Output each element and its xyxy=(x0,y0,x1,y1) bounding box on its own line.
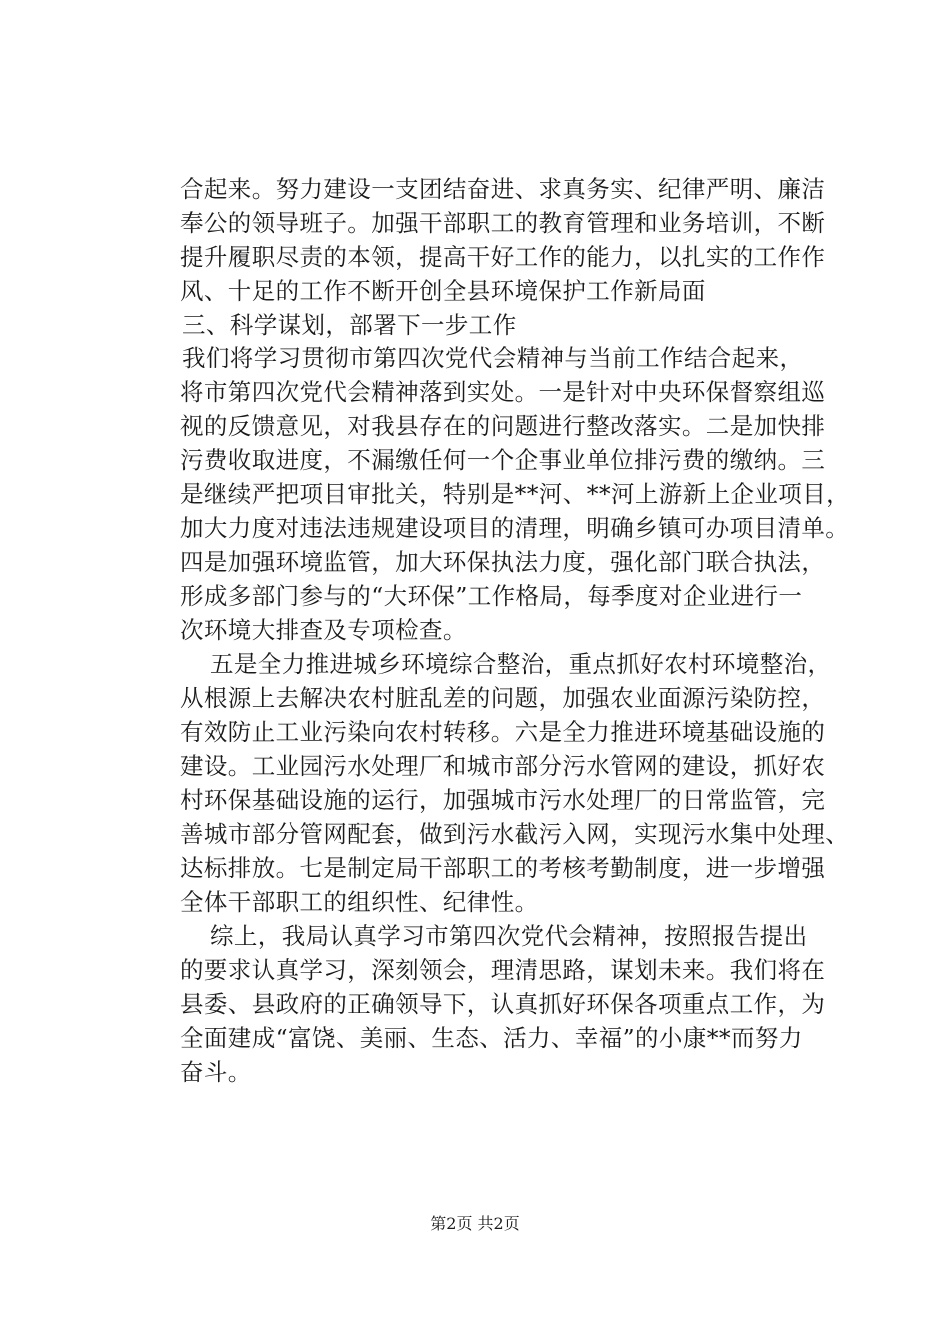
paragraph-line: 四是加强环境监管，加大环保执法力度，强化部门联合执法， xyxy=(180,548,826,576)
paragraph-line: 建设。工业园污水处理厂和城市部分污水管网的建设，抓好农 xyxy=(180,752,826,780)
paragraph-line: 是继续严把项目审批关，特别是**河、**河上游新上企业项目， xyxy=(180,480,850,508)
paragraph-line: 善城市部分管网配套，做到污水截污入网，实现污水集中处理、 xyxy=(180,820,850,848)
paragraph-line: 从根源上去解决农村脏乱差的问题，加强农业面源污染防控， xyxy=(180,684,826,712)
paragraph-line: 形成多部门参与的“大环保”工作格局，每季度对企业进行一 xyxy=(180,582,803,610)
paragraph-line: 综上，我局认真学习市第四次党代会精神，按照报告提出 xyxy=(210,922,808,950)
paragraph-line: 县委、县政府的正确领导下，认真抓好环保各项重点工作，为 xyxy=(180,990,826,1018)
paragraph-line: 奉公的领导班子。加强干部职工的教育管理和业务培训，不断 xyxy=(180,209,826,237)
paragraph-line: 将市第四次党代会精神落到实处。一是针对中央环保督察组巡 xyxy=(180,378,826,406)
paragraph-line: 次环境大排查及专项检查。 xyxy=(180,616,467,644)
paragraph-line: 提升履职尽责的本领，提高干好工作的能力，以扎实的工作作 xyxy=(180,243,826,271)
paragraph-line: 达标排放。七是制定局干部职工的考核考勤制度，进一步增强 xyxy=(180,854,826,882)
page-number-footer: 第2页 共2页 xyxy=(430,1214,520,1233)
section-heading: 三、科学谋划，部署下一步工作 xyxy=(182,311,517,339)
paragraph-line: 视的反馈意见，对我县存在的问题进行整改落实。二是加快排 xyxy=(180,412,826,440)
paragraph-line: 污费收取进度，不漏缴任何一个企事业单位排污费的缴纳。三 xyxy=(180,446,826,474)
paragraph-line: 风、十足的工作不断开创全县环境保护工作新局面 xyxy=(180,277,706,305)
paragraph-line: 奋斗。 xyxy=(180,1058,252,1086)
paragraph-line: 五是全力推进城乡环境综合整治，重点抓好农村环境整治， xyxy=(210,650,832,678)
paragraph-line: 村环保基础设施的运行，加强城市污水处理厂的日常监管，完 xyxy=(180,786,826,814)
paragraph-line: 全面建成“富饶、美丽、生态、活力、幸福”的小康**而努力 xyxy=(180,1024,803,1052)
paragraph-line: 全体干部职工的组织性、纪律性。 xyxy=(180,888,539,916)
paragraph-line: 加大力度对违法违规建设项目的清理，明确乡镇可办项目清单。 xyxy=(180,514,850,542)
paragraph-line: 的要求认真学习，深刻领会，理清思路，谋划未来。我们将在 xyxy=(180,956,826,984)
paragraph-line: 有效防止工业污染向农村转移。六是全力推进环境基础设施的 xyxy=(180,718,826,746)
paragraph-line: 合起来。努力建设一支团结奋进、求真务实、纪律严明、廉洁 xyxy=(180,175,826,203)
paragraph-line: 我们将学习贯彻市第四次党代会精神与当前工作结合起来， xyxy=(182,344,804,372)
